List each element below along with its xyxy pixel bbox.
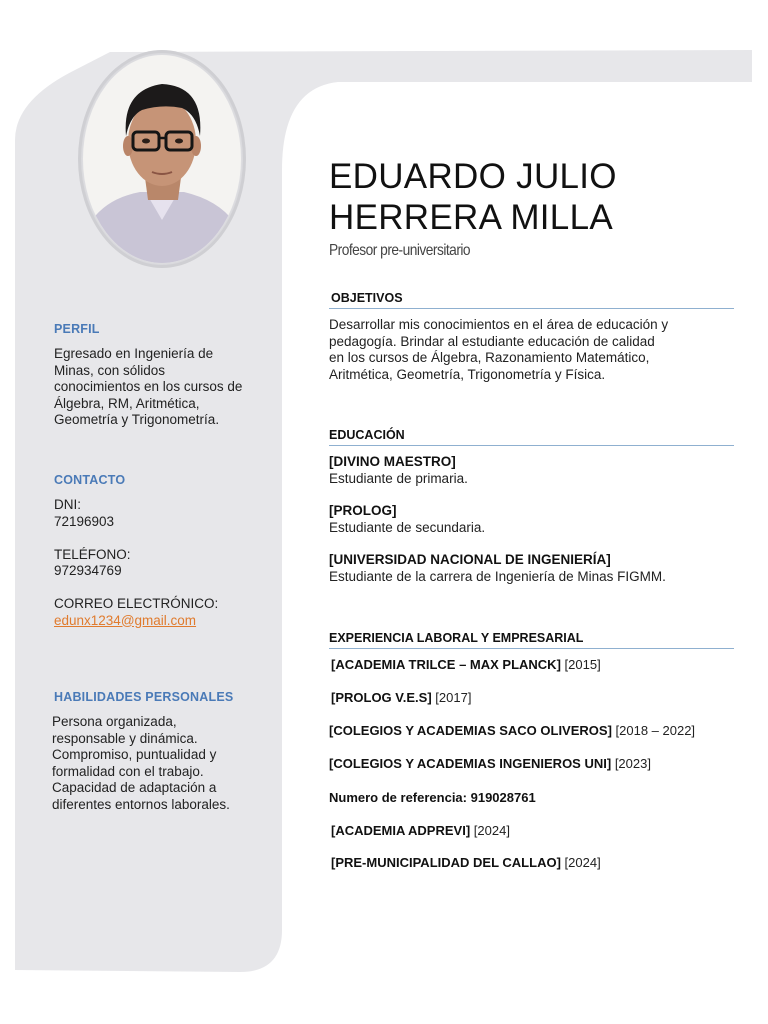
spacer xyxy=(54,530,279,547)
dni-value: 72196903 xyxy=(54,513,115,529)
reference-text: Numero de referencia: 919028761 xyxy=(329,790,536,805)
email-link[interactable]: edunx1234@gmail.com xyxy=(54,612,197,628)
reference-number xyxy=(329,790,536,805)
job-title: Profesor pre-universitario xyxy=(329,242,471,259)
contacto-heading: CONTACTO xyxy=(54,473,126,487)
edu-title: [UNIVERSIDAD NACIONAL DE INGENIERÍA] xyxy=(329,552,611,567)
perfil-line: Álgebra, RM, Aritmética, xyxy=(54,395,200,411)
edu-desc: Estudiante de la carrera de Ingeniería de Minas FIGMM. xyxy=(329,568,666,584)
exp-item xyxy=(331,657,601,672)
objetivos-line: pedagogía. Brindar al estudiante educación de calidad xyxy=(329,333,655,349)
exp-item xyxy=(331,690,471,705)
habilidades-line: diferentes entornos laborales. xyxy=(52,796,230,812)
exp-title: [COLEGIOS Y ACADEMIAS INGENIEROS UNI] xyxy=(329,756,612,771)
exp-item xyxy=(331,855,601,870)
habilidades-line: Capacidad de adaptación a xyxy=(52,780,217,795)
phone-value: 972934769 xyxy=(54,563,122,578)
edu-title: [PROLOG] xyxy=(329,503,397,518)
exp-item xyxy=(331,823,510,838)
habilidades-text xyxy=(52,714,280,813)
phone-label: TELÉFONO: xyxy=(54,546,131,562)
objetivos-heading xyxy=(329,291,734,309)
edu-desc: Estudiante de secundaria. xyxy=(329,519,486,535)
perfil-line: Egresado en Ingeniería de xyxy=(54,346,214,361)
edu-item xyxy=(329,503,729,536)
perfil-line: Minas, con sólidos xyxy=(54,362,166,378)
dni-label: DNI: xyxy=(54,497,81,512)
name-line-2: HERRERA MILLA xyxy=(329,198,613,237)
exp-year: [2015] xyxy=(564,657,601,672)
exp-title: [COLEGIOS Y ACADEMIAS SACO OLIVEROS] xyxy=(329,723,612,738)
objetivos-line: Desarrollar mis conocimientos en el área de educación y xyxy=(329,317,669,332)
habilidades-line: responsable y dinámica. xyxy=(52,730,198,746)
profile-photo xyxy=(78,50,246,268)
perfil-line: conocimientos en los cursos de xyxy=(54,379,243,394)
name-line-1: EDUARDO JULIO xyxy=(329,157,617,196)
edu-item xyxy=(329,454,729,487)
habilidades-line: formalidad con el trabajo. xyxy=(52,763,204,779)
habilidades-line: Persona organizada, xyxy=(52,714,177,729)
exp-title: [PROLOG V.E.S] xyxy=(331,690,432,705)
experiencia-heading: EXPERIENCIA LABORAL Y EMPRESARIAL xyxy=(329,631,734,649)
exp-year: [2024] xyxy=(473,823,510,838)
objetivos-line: en los cursos de Álgebra, Razonamiento Matemático, xyxy=(329,350,650,366)
objetivos-line: Aritmética, Geometría, Trigonometría y Física. xyxy=(329,366,606,382)
perfil-heading: PERFIL xyxy=(54,322,100,336)
exp-year: [2024] xyxy=(564,855,601,870)
exp-item xyxy=(329,723,695,738)
edu-title: [DIVINO MAESTRO] xyxy=(329,454,456,469)
exp-title: [ACADEMIA ADPREVI] xyxy=(331,823,471,838)
edu-item xyxy=(329,552,729,585)
email-label: CORREO ELECTRÓNICO: xyxy=(54,596,219,611)
exp-item xyxy=(329,756,651,771)
objetivos-heading-text: OBJETIVOS xyxy=(331,291,403,305)
exp-title: [PRE-MUNICIPALIDAD DEL CALLAO] xyxy=(331,855,561,870)
spacer xyxy=(54,580,279,597)
objetivos-text xyxy=(329,317,734,383)
educacion-heading: EDUCACIÓN xyxy=(329,428,734,446)
contacto-block xyxy=(54,497,279,629)
exp-year: [2017] xyxy=(435,690,472,705)
exp-year: [2023] xyxy=(614,756,651,771)
perfil-line: Geometría y Trigonometría. xyxy=(54,412,220,427)
perfil-text xyxy=(54,346,279,429)
habilidades-heading: HABILIDADES PERSONALES xyxy=(54,690,234,704)
exp-title: [ACADEMIA TRILCE – MAX PLANCK] xyxy=(331,657,561,672)
edu-desc: Estudiante de primaria. xyxy=(329,470,468,486)
habilidades-line: Compromiso, puntualidad y xyxy=(52,747,217,762)
exp-year: [2018 – 2022] xyxy=(615,723,696,738)
